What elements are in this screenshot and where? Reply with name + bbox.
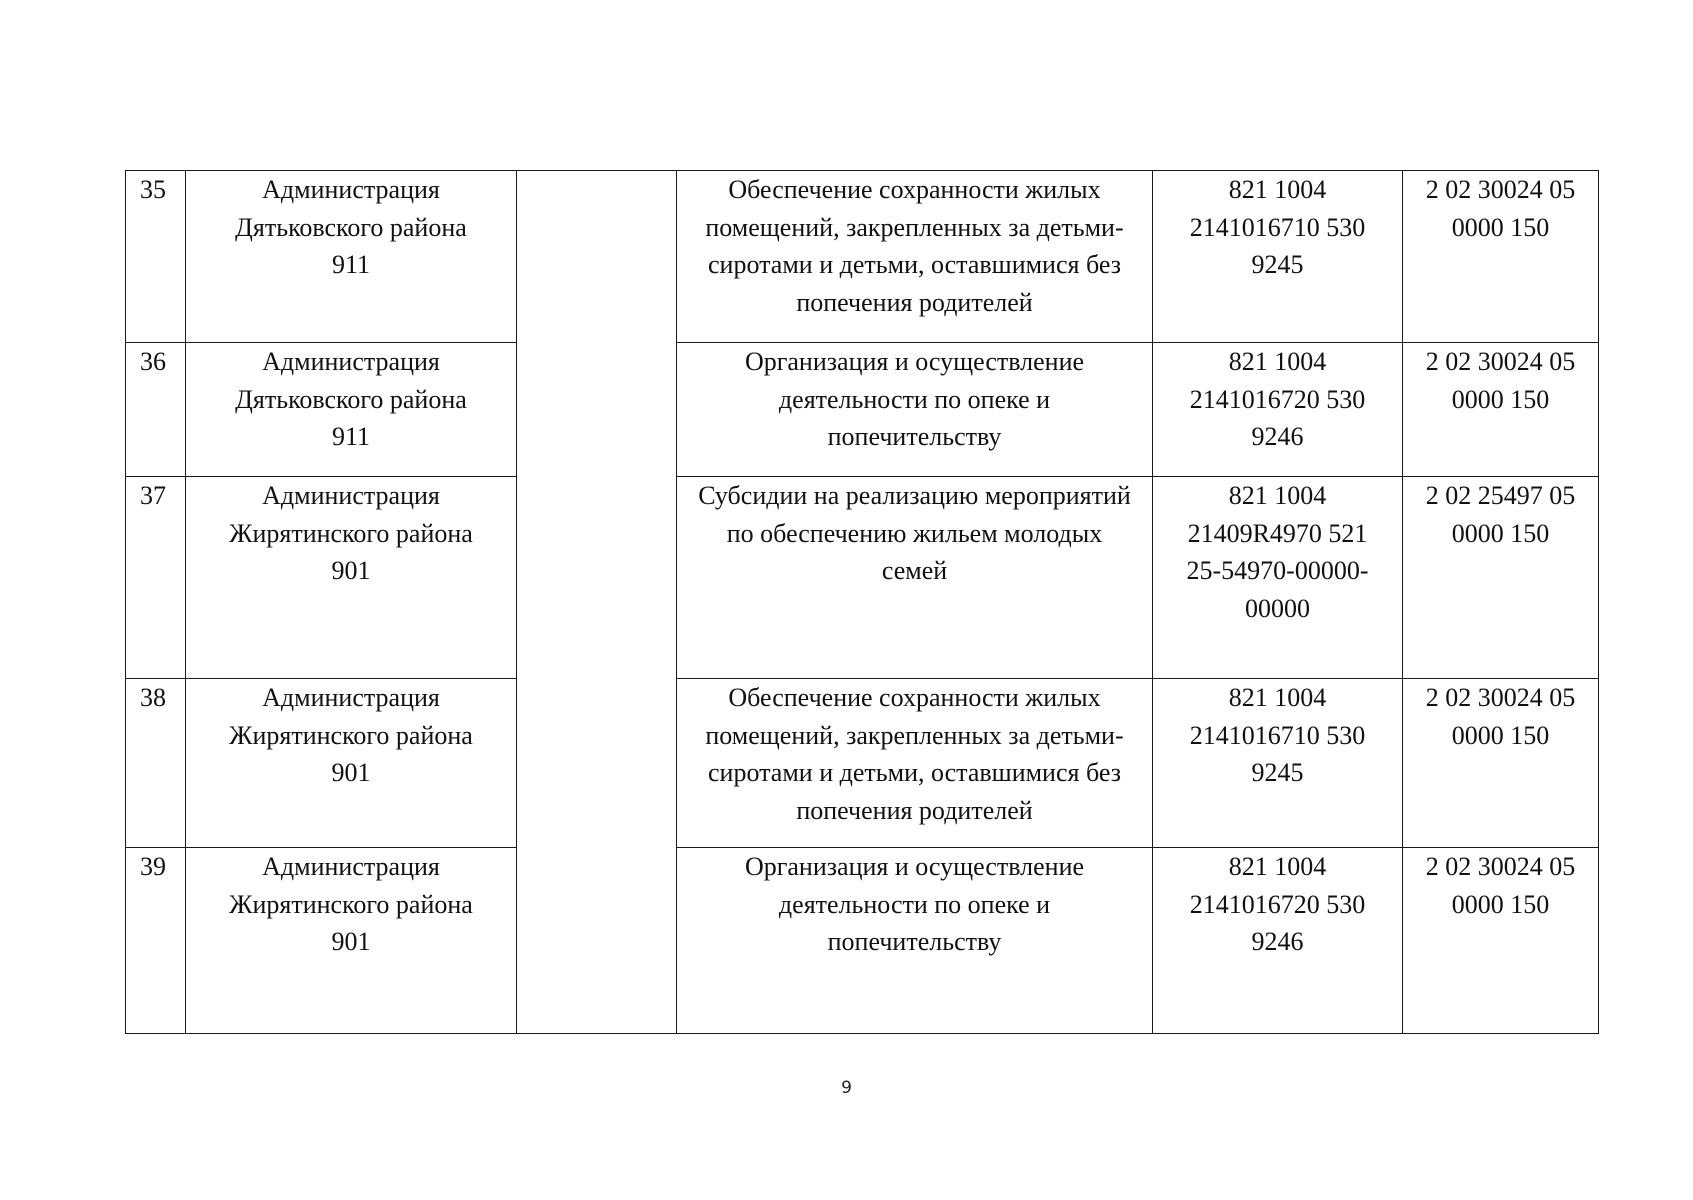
budget-code-cell: 2 02 30024 05 0000 150 [1403,343,1599,477]
row-number: 38 [126,679,186,848]
row-number: 36 [126,343,186,477]
recipient-cell: Администрация Дятьковского района 911 [186,171,517,343]
budget-code-cell: 2 02 25497 05 0000 150 [1403,477,1599,679]
recipient-cell: Администрация Жирятинского района 901 [186,477,517,679]
budget-code-cell: 2 02 30024 05 0000 150 [1403,679,1599,848]
expense-code-cell: 821 1004 2141016710 530 9245 [1153,679,1403,848]
table-row [126,848,1599,1034]
recipient-cell: Администрация Дятьковского района 911 [186,343,517,477]
budget-code-cell: 2 02 30024 05 0000 150 [1403,171,1599,343]
row-number: 37 [126,477,186,679]
row-number: 35 [126,171,186,343]
expense-code-cell: 821 1004 2141016710 530 9245 [1153,171,1403,343]
table-row [126,477,1599,679]
table-row [126,679,1599,848]
budget-code-cell: 2 02 30024 05 0000 150 [1403,848,1599,1034]
description-cell: Организация и осуществление деятельности по опеке и попечительству [677,343,1153,477]
expense-code-cell: 821 1004 21409R4970 521 25-54970-00000- 00000 [1153,477,1403,679]
recipient-cell: Администрация Жирятинского района 901 [186,679,517,848]
expense-code-cell: 821 1004 2141016720 530 9246 [1153,343,1403,477]
description-cell: Обеспечение сохранности жилых помещений, закрепленных за детьми- сиротами и детьми, оставшимися без попечения родителей [677,171,1153,343]
table-row [126,343,1599,477]
description-cell: Организация и осуществление деятельности по опеке и попечительству [677,848,1153,1034]
description-cell: Обеспечение сохранности жилых помещений, закрепленных за детьми- сиротами и детьми, оставшимися без попечения родителей [677,679,1153,848]
recipient-cell: Администрация Жирятинского района 901 [186,848,517,1034]
description-cell: Субсидии на реализацию мероприятий по обеспечению жильем молодых семей [677,477,1153,679]
subsidy-table [125,170,1599,1034]
table-row [126,171,1599,343]
empty-column [517,171,677,1034]
page-number: 9 [841,1078,852,1098]
row-number: 39 [126,848,186,1034]
expense-code-cell: 821 1004 2141016720 530 9246 [1153,848,1403,1034]
